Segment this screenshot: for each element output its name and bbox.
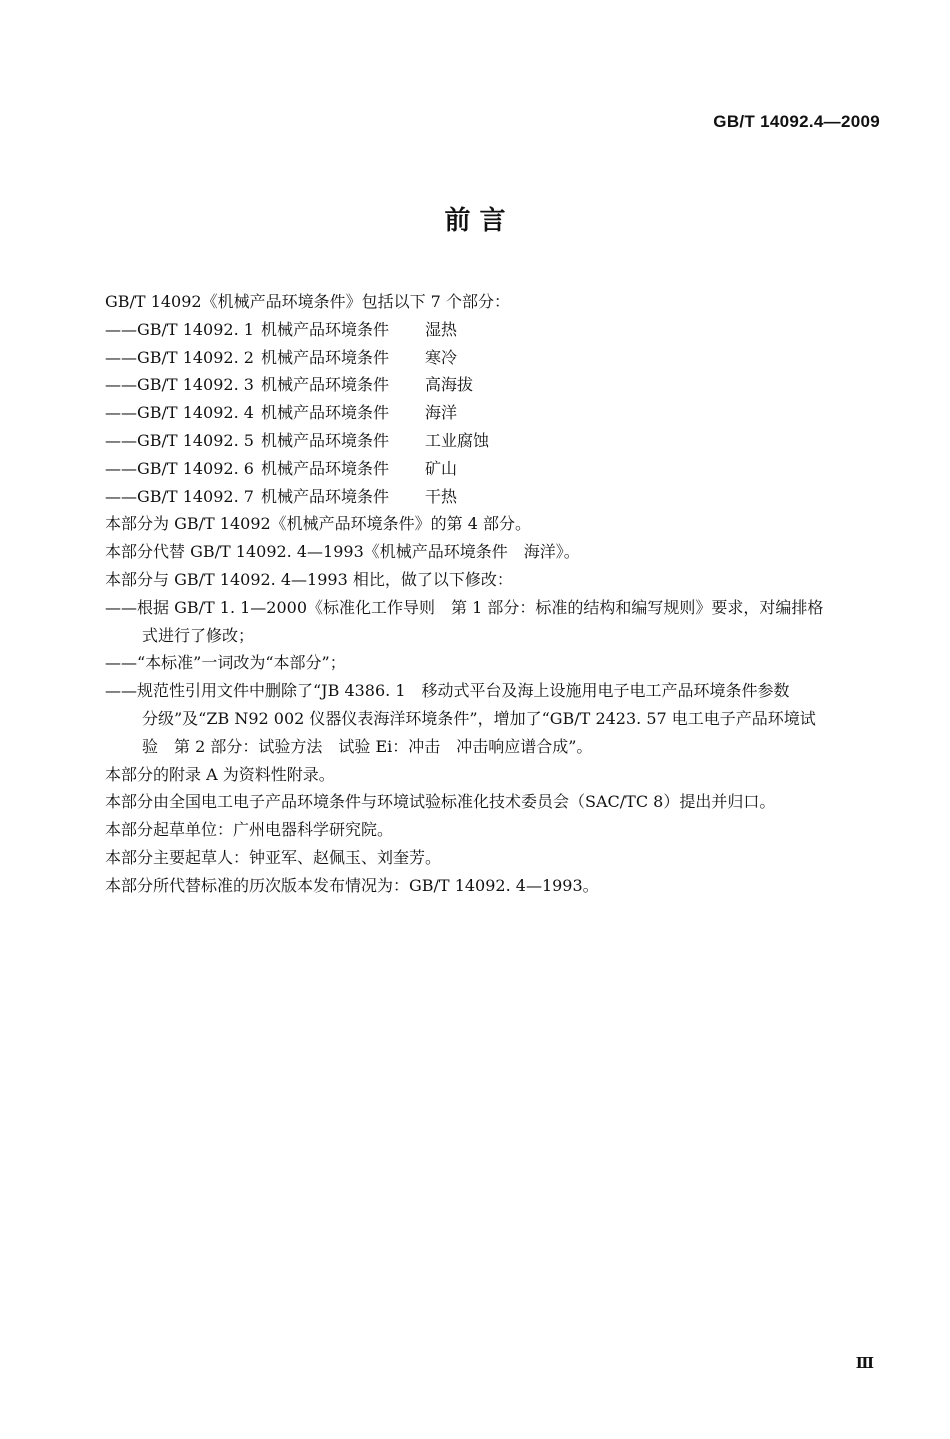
part-code: GB/T 14092. 3 bbox=[137, 375, 254, 395]
part-name: 寒冷 bbox=[425, 347, 458, 367]
part-list-item bbox=[105, 483, 885, 511]
part-name: 高海拔 bbox=[425, 375, 474, 395]
part-list-item bbox=[105, 455, 885, 483]
change-item-1-line-2: 式进行了修改； bbox=[142, 625, 255, 645]
part-code: GB/T 14092. 4 bbox=[137, 403, 254, 423]
part-code: GB/T 14092. 5 bbox=[137, 430, 254, 450]
dash: —— bbox=[105, 403, 137, 423]
change-item-3-line-3: 验 第 2 部分：试验方法 试验 Ei：冲击 冲击响应谱合成”。 bbox=[142, 736, 593, 756]
proposed-by-paragraph: 本部分由全国电工电子产品环境条件与环境试验标准化技术委员会（SAC/TC 8）提出并归口。 bbox=[105, 792, 776, 812]
change-item-3-line-2: 分级”及“ZB N92 002 仪器仪表海洋环境条件”，增加了“GB/T 2423. 57 电工电子产品环境试 bbox=[142, 708, 816, 728]
change-item-2-line-1: ——“本标准”一词改为“本部分”； bbox=[105, 653, 346, 673]
dash: —— bbox=[105, 319, 137, 339]
replaces-paragraph: 本部分代替 GB/T 14092. 4—1993《机械产品环境条件 海洋》。 bbox=[105, 542, 580, 562]
dash: —— bbox=[105, 486, 137, 506]
part-subject: 机械产品环境条件 bbox=[261, 458, 390, 478]
dash: —— bbox=[105, 347, 137, 367]
foreword-body bbox=[105, 288, 885, 900]
part-subject: 机械产品环境条件 bbox=[261, 347, 390, 367]
part-subject: 机械产品环境条件 bbox=[261, 319, 390, 339]
part-subject: 机械产品环境条件 bbox=[261, 375, 390, 395]
change-item-3-line-1: ——规范性引用文件中删除了“JB 4386. 1 移动式平台及海上设施用电子电工产品环境条件参数 bbox=[105, 681, 790, 701]
part-list-item bbox=[105, 344, 885, 372]
dash: —— bbox=[105, 458, 137, 478]
part-code: GB/T 14092. 2 bbox=[137, 347, 254, 367]
annex-paragraph: 本部分的附录 A 为资料性附录。 bbox=[105, 764, 335, 784]
dash: —— bbox=[105, 375, 137, 395]
part-list-item bbox=[105, 427, 885, 455]
part-subject: 机械产品环境条件 bbox=[261, 486, 390, 506]
intro-paragraph: GB/T 14092《机械产品环境条件》包括以下 7 个部分： bbox=[105, 292, 510, 311]
part-code: GB/T 14092. 7 bbox=[137, 486, 254, 506]
part-of-paragraph: 本部分为 GB/T 14092《机械产品环境条件》的第 4 部分。 bbox=[105, 514, 532, 534]
page-title: 前 言 bbox=[444, 206, 506, 236]
part-name: 矿山 bbox=[425, 458, 458, 478]
dash: —— bbox=[105, 430, 137, 450]
part-list-item bbox=[105, 371, 885, 399]
part-name: 工业腐蚀 bbox=[425, 430, 490, 450]
part-list-item bbox=[105, 399, 885, 427]
drafting-unit-paragraph: 本部分起草单位：广州电器科学研究院。 bbox=[105, 820, 394, 840]
page-number: Ⅲ bbox=[855, 1354, 874, 1372]
part-subject: 机械产品环境条件 bbox=[261, 430, 390, 450]
part-name: 干热 bbox=[425, 486, 458, 506]
part-name: 湿热 bbox=[425, 319, 458, 339]
standard-code: GB/T 14092.4—2009 bbox=[713, 112, 880, 131]
change-item-1-line-1: ——根据 GB/T 1. 1—2000《标准化工作导则 第 1 部分：标准的结构和编写规则》要求，对编排格 bbox=[105, 597, 824, 617]
part-list-item bbox=[105, 316, 885, 344]
part-subject: 机械产品环境条件 bbox=[261, 403, 390, 423]
history-paragraph: 本部分所代替标准的历次版本发布情况为：GB/T 14092. 4—1993。 bbox=[105, 875, 599, 895]
part-name: 海洋 bbox=[425, 403, 458, 423]
changes-intro-paragraph: 本部分与 GB/T 14092. 4—1993 相比，做了以下修改： bbox=[105, 569, 513, 589]
drafters-paragraph: 本部分主要起草人：钟亚军、赵佩玉、刘奎芳。 bbox=[105, 847, 442, 867]
part-code: GB/T 14092. 6 bbox=[137, 458, 254, 478]
part-code: GB/T 14092. 1 bbox=[137, 319, 254, 339]
